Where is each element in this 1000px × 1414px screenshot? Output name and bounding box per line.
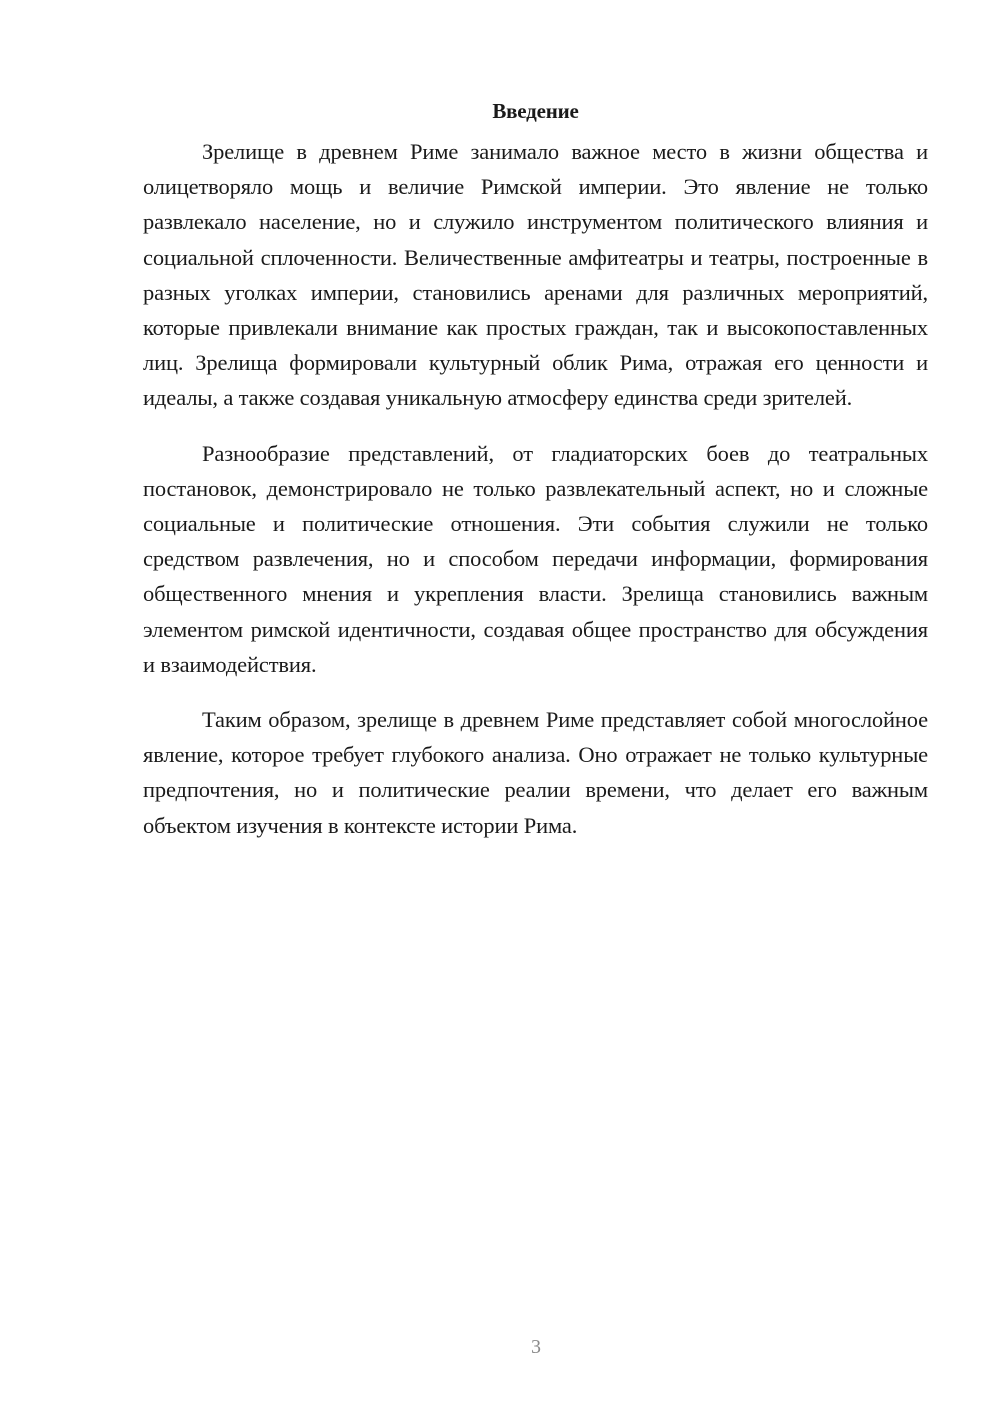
page-number: 3	[531, 1336, 541, 1358]
paragraph-1: Зрелище в древнем Риме занимало важное место в жизни общества и олицетворяло мощь и величие Римской империи. Это явление не только развлекало население, но и служило инструментом политического влияния и социальной сплоченности. Величественные амфитеатры и театры, построенные в разных уголках империи, становились аренами для различных мероприятий, которые привлекали внимание как простых граждан, так и высокопоставленных лиц. Зрелища формировали культурный облик Рима, отражая его ценности и идеалы, а также создавая уникальную атмосферу единства среди зрителей.	[143, 139, 928, 411]
section-heading: Введение	[492, 99, 579, 123]
page-content	[143, 96, 928, 863]
paragraph-2: Разнообразие представлений, от гладиаторских боев до театральных постановок, демонстрировало не только развлекательный аспект, но и сложные социальные и политические отношения. Эти события служили не только средством развлечения, но и способом передачи информации, формирования общественного мнения и укрепления власти. Зрелища становились важным элементом римской идентичности, создавая общее пространство для обсуждения и взаимодействия.	[143, 440, 928, 677]
paragraph-3: Таким образом, зрелище в древнем Риме представляет собой многослойное явление, которое требует глубокого анализа. Оно отражает не только культурные предпочтения, но и политические реалии времени, что делает его важным объектом изучения в контексте истории Рима.	[143, 707, 928, 838]
